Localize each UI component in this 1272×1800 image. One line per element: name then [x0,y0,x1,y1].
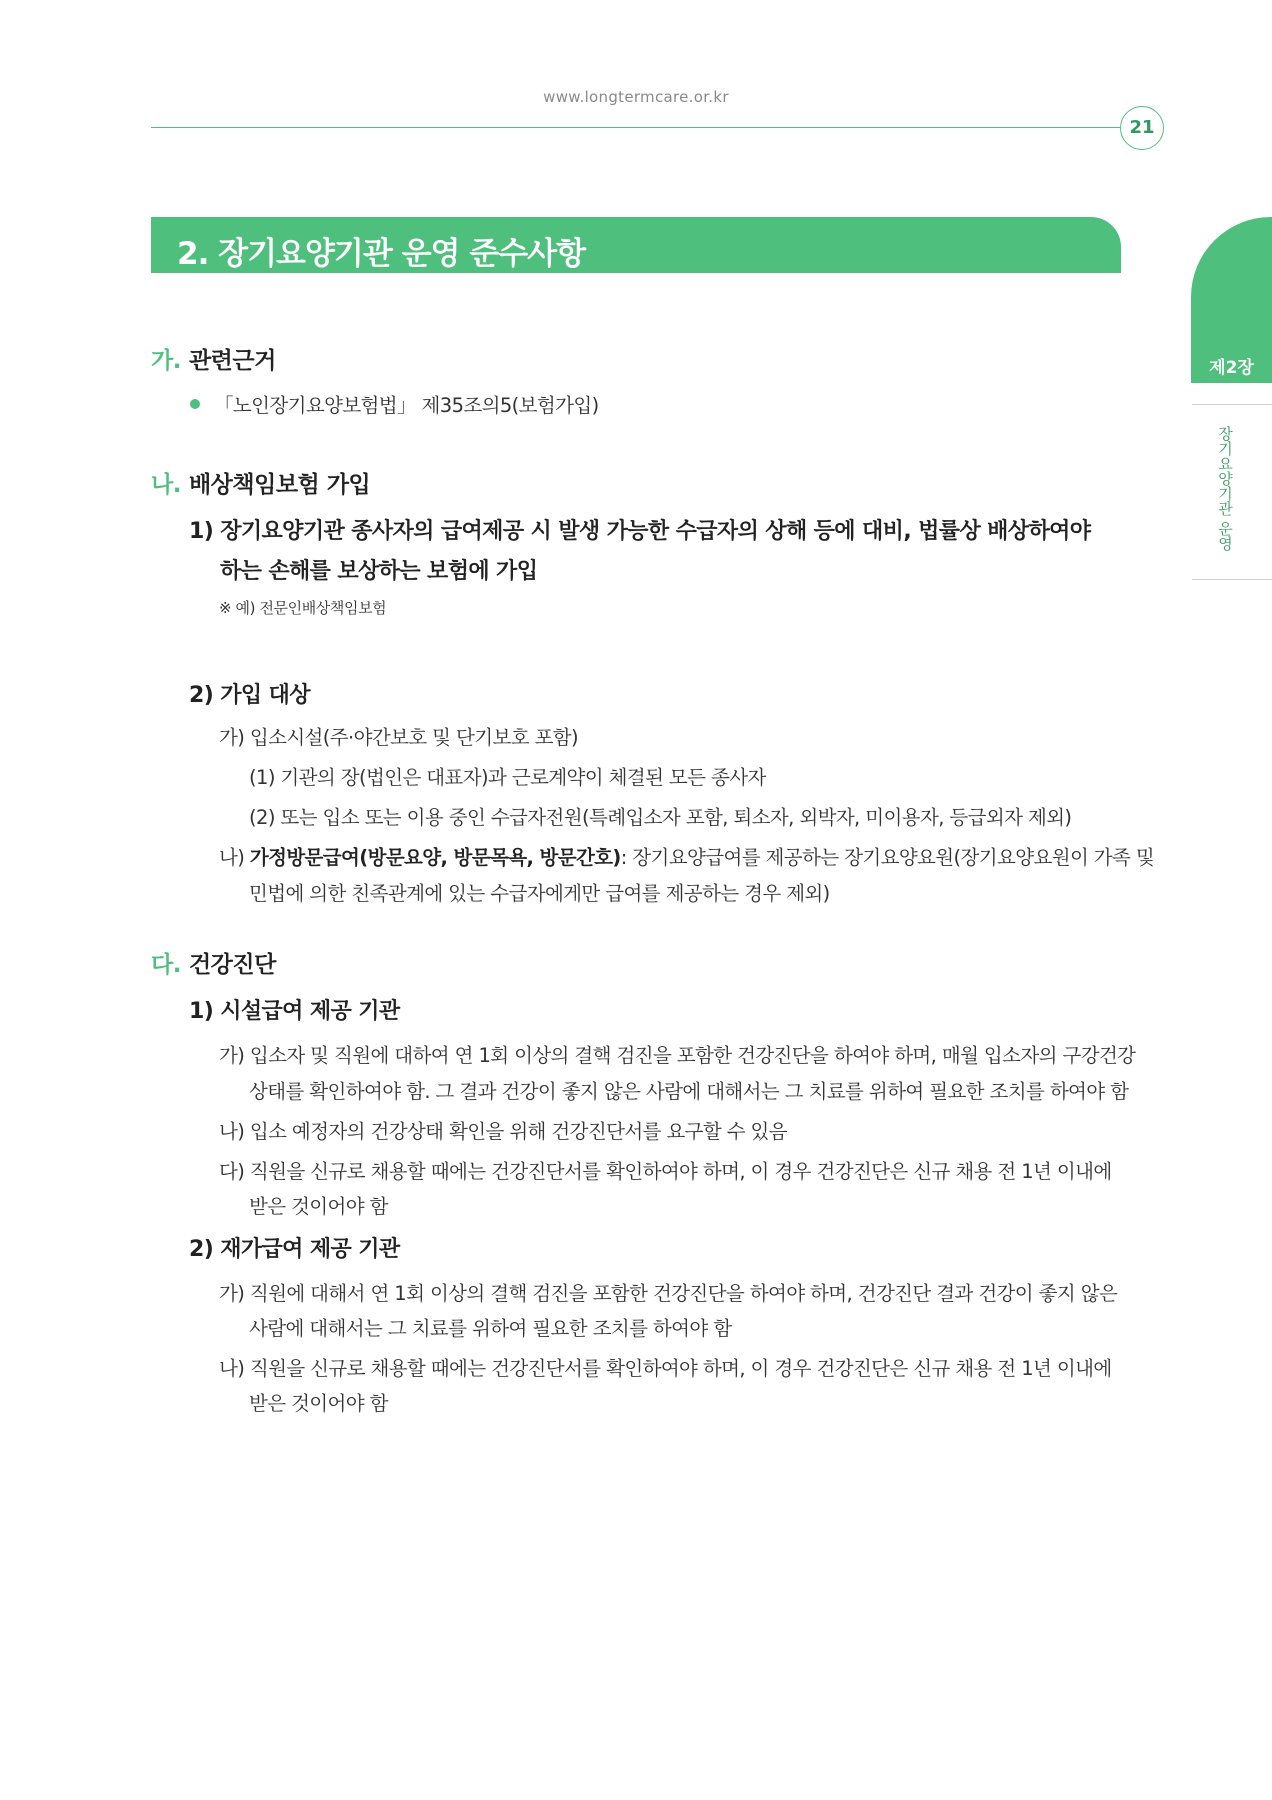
heading-marker: 가. [151,348,181,374]
na-item2: 2) 가입 대상 [189,683,310,708]
na-item2-a: 가) 입소시설(주·야간보호 및 단기보호 포함) [219,726,579,749]
heading-text: 배상책임보험 가입 [188,472,371,498]
da-item2-b-line1: 나) 직원을 신규로 채용할 때에는 건강진단서를 확인하여야 하며, 이 경우 건강진단은 신규 채용 전 1년 이내에 [219,1357,1112,1380]
da-item1: 1) 시설급여 제공 기관 [189,999,400,1024]
da-item2-b-line2: 받은 것이어야 함 [249,1392,388,1415]
na-item2-a1: (1) 기관의 장(법인은 대표자)과 근로계약이 체결된 모든 종사자 [249,766,766,789]
site-url: www.longtermcare.or.kr [543,88,729,106]
heading-marker: 나. [151,472,181,498]
heading-na [151,466,370,499]
da-item1-c-line2: 받은 것이어야 함 [249,1195,388,1218]
da-item2-a-line2: 사람에 대해서는 그 치료를 위하여 필요한 조치를 하여야 함 [249,1317,732,1340]
na-item2-b-line1 [219,842,1154,870]
da-item1-b: 나) 입소 예정자의 건강상태 확인을 위해 건강진단서를 요구할 수 있음 [219,1120,788,1143]
legal-basis-item [190,390,599,418]
page-number: 21 [1120,106,1164,150]
na-item1-line1: 1) 장기요양기관 종사자의 급여제공 시 발생 가능한 수급자의 상해 등에 대비, 법률상 배상하여야 [189,519,1091,544]
heading-marker: 다. [151,952,181,978]
na-item2-b-line2: 민법에 의한 친족관계에 있는 수급자에게만 급여를 제공하는 경우 제외) [249,882,830,905]
side-divider-bottom [1192,579,1272,580]
heading-da [151,946,276,979]
da-item1-a-line2: 상태를 확인하여야 함. 그 결과 건강이 좋지 않은 사람에 대해서는 그 치료를 위하여 필요한 조치를 하여야 함 [249,1080,1129,1103]
section-banner [151,217,1121,273]
na-item2-b-rest: : 장기요양급여를 제공하는 장기요양요원(장기요양요원이 가족 및 [620,846,1155,869]
legal-basis-text: 「노인장기요양보험법」 제35조의5(보험가입) [214,394,599,417]
section-vertical-label: 장기요양기관 운영 [1216,426,1234,551]
section-title: 2. 장기요양기관 운영 준수사항 [177,236,586,272]
da-item2-a-line1: 가) 직원에 대해서 연 1회 이상의 결핵 검진을 포함한 건강진단을 하여야 하며, 건강진단 결과 건강이 좋지 않은 [219,1282,1118,1305]
bullet-dot-icon [190,399,200,409]
na-item1-line2: 하는 손해를 보상하는 보험에 가입 [220,559,538,584]
na-note: ※ 예) 전문인배상책임보험 [219,599,387,617]
da-item2: 2) 재가급여 제공 기관 [189,1237,400,1262]
header-rule [151,127,1120,128]
heading-ga [151,342,276,375]
heading-text: 관련근거 [188,348,276,374]
heading-text: 건강진단 [188,952,276,978]
na-item2-b-bold: 가정방문급여(방문요양, 방문목욕, 방문간호) [249,846,621,869]
na-item2-a2: (2) 또는 입소 또는 이용 중인 수급자전원(특례입소자 포함, 퇴소자, 외박자, 미이용자, 등급외자 제외) [249,806,1072,829]
side-divider-top [1192,404,1272,405]
da-item1-c-line1: 다) 직원을 신규로 채용할 때에는 건강진단서를 확인하여야 하며, 이 경우 건강진단은 신규 채용 전 1년 이내에 [219,1160,1112,1183]
da-item1-a-line1: 가) 입소자 및 직원에 대하여 연 1회 이상의 결핵 검진을 포함한 건강진단을 하여야 하며, 매월 입소자의 구강건강 [219,1044,1136,1067]
na-item2-b-prefix: 나) [219,846,250,869]
chapter-label: 제2장 [1209,358,1254,378]
